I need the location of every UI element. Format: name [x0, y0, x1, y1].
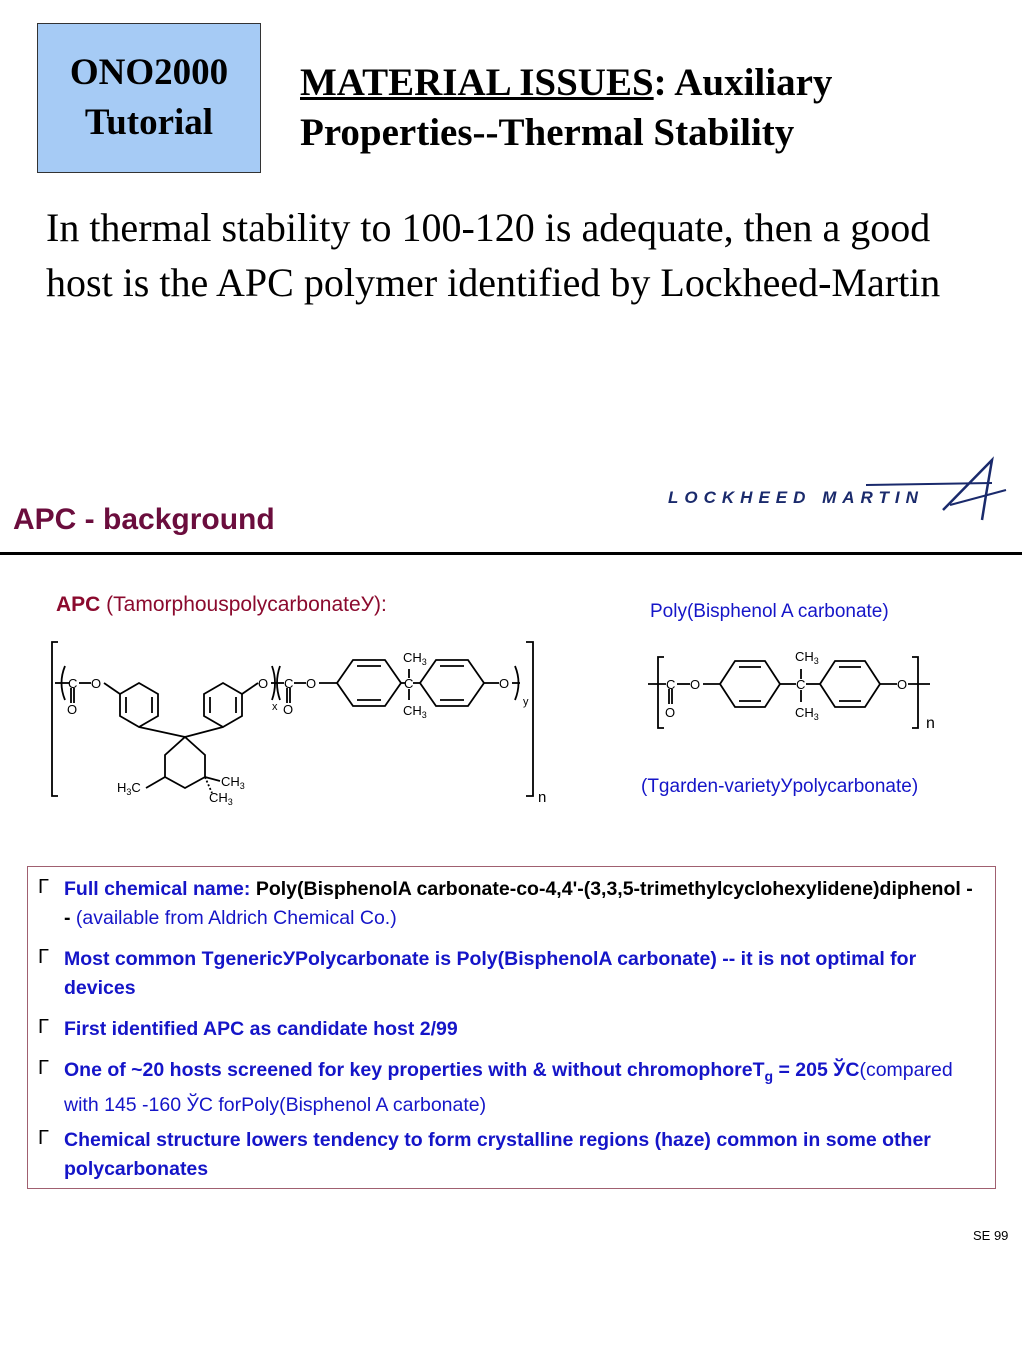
- tg-label: (Tgarden-varietyУpolycarbonate): [641, 776, 919, 797]
- chem-o-5: O: [306, 676, 317, 691]
- bullet-icon-3: Г: [38, 1016, 49, 1038]
- bullet-1-label: Full chemical name:: [64, 878, 256, 900]
- chem-c-2: C: [284, 676, 294, 691]
- chem-ch3-4: [209, 790, 233, 807]
- bullet-icon-1: Г: [38, 876, 49, 898]
- chem-c-1: C: [68, 676, 78, 691]
- title-rest: : Auxiliary: [653, 61, 833, 104]
- bullet-2: [64, 945, 979, 1003]
- bullet-5-text: Chemical structure lowers tendency to form crystalline regions (haze) common in some other polycarbonates: [64, 1129, 931, 1180]
- apc-label-bold: APC: [56, 593, 101, 616]
- slide-footer: SE 99: [973, 1228, 1009, 1243]
- bullet-4-text-b: = 205 ЎС: [773, 1059, 860, 1081]
- bullet-icon-4: Г: [38, 1057, 49, 1079]
- bullet-4-text-a: One of ~20 hosts screened for key properties with & without chromophore: [64, 1059, 753, 1081]
- bullet-1-note: (available from Aldrich Chemical Co.): [70, 907, 397, 929]
- chem-ch-a: CH: [403, 650, 422, 665]
- chem-ch-e: CH: [795, 649, 814, 664]
- chem-h3c: [117, 780, 141, 797]
- bullet-3: [64, 1015, 979, 1044]
- chem-ch3-5: [795, 649, 819, 666]
- bullet-1-name: Poly(BisphenolA carbonate-co-4,4'-(3,3,5-trimethylcyclohexylidene)diphenol --: [64, 878, 973, 929]
- chem-n-2: n: [926, 715, 935, 732]
- chem-o-1: O: [91, 676, 102, 691]
- chem-o-2: O: [67, 702, 78, 717]
- chem-sub-a: 3: [421, 657, 427, 667]
- chem-o-9: O: [897, 677, 908, 692]
- chem-o-8: O: [665, 705, 676, 720]
- chem-c-4: C: [666, 677, 676, 692]
- title-underlined: MATERIAL ISSUES: [300, 61, 654, 104]
- chem-h: H: [117, 780, 127, 795]
- chem-sub-f: 3: [813, 656, 819, 666]
- chem-ch-f: CH: [795, 705, 814, 720]
- chem-ch-d: CH: [209, 790, 228, 805]
- chem-ch-b: CH: [403, 703, 422, 718]
- section-title: APC - background: [13, 503, 275, 536]
- bullet-icon-2: Г: [38, 946, 49, 968]
- chem-n-1: n: [538, 789, 547, 806]
- tag-line-1: ONO2000: [69, 52, 229, 93]
- bullet-icon-5: Г: [38, 1127, 49, 1149]
- bullet-5: [64, 1126, 979, 1184]
- chem-c-3: C: [404, 676, 414, 691]
- bullet-4-tg-t: T: [752, 1059, 765, 1081]
- chem-sub-e: 3: [227, 797, 233, 807]
- chem-ch3-2: [403, 703, 427, 720]
- intro-paragraph: In thermal stability to 100-120 is adequate, then a good host is the APC polymer identified by Lockheed-Martin: [46, 205, 941, 305]
- chem-sub-d: 3: [239, 781, 245, 791]
- bullet-1: [64, 875, 979, 933]
- chem-o-7: O: [690, 677, 701, 692]
- logo-text: LOCKHEED MARTIN: [668, 488, 924, 507]
- chem-ch3-1: [403, 650, 427, 667]
- bullet-4: [64, 1056, 979, 1120]
- chem-y: y: [523, 696, 529, 708]
- title-line-2: Properties--Thermal Stability: [300, 111, 795, 154]
- chem-o-6: O: [499, 676, 510, 691]
- chem-o-3: O: [258, 676, 269, 691]
- chem-ch3-6: [795, 705, 819, 722]
- chem-c-5: C: [796, 677, 806, 692]
- chem-ch-c: CH: [221, 774, 240, 789]
- chem-ch3-3: [221, 774, 245, 791]
- bullet-4-note: (compared with 145 -160 ЎС forPoly(Bisphenol A carbonate): [64, 1059, 953, 1116]
- apc-label-rest: (TamorphouspolycarbonateУ):: [100, 593, 387, 616]
- tag-line-2: Tutorial: [84, 102, 214, 143]
- chem-x: x: [272, 701, 278, 713]
- chem-o-4: O: [283, 702, 294, 717]
- chem-c-end: C: [131, 780, 141, 795]
- bullet-2-text: Most common TgenericУPolycarbonate is Poly(BisphenolA carbonate) -- it is not optimal for devices: [64, 948, 917, 999]
- bullet-3-text: First identified APC as candidate host 2/99: [64, 1018, 458, 1040]
- bullet-4-tg-g: g: [764, 1067, 774, 1084]
- chem-sub-c: 3: [126, 787, 132, 797]
- chem-sub-b: 3: [421, 710, 427, 720]
- poly-label: Poly(Bisphenol A carbonate): [650, 601, 889, 622]
- chem-sub-g: 3: [813, 712, 819, 722]
